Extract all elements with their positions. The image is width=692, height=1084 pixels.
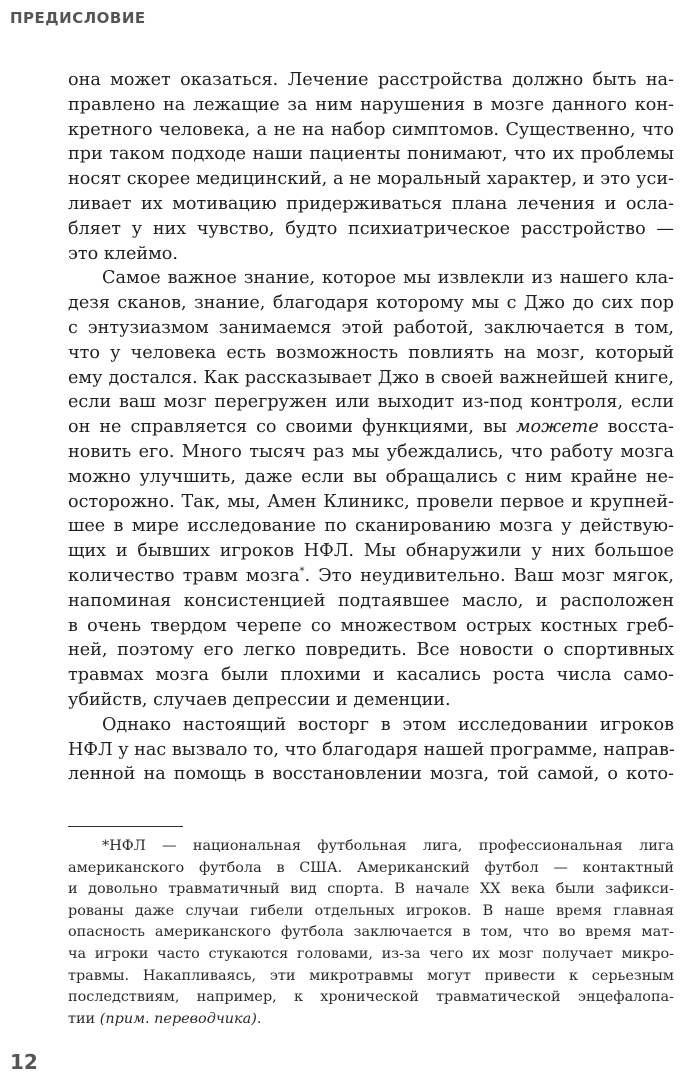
text-segment: он не справляется со своими функциями, вы	[68, 417, 516, 438]
emphasis-text: можете	[515, 417, 599, 438]
text-line: можно улучшить, даже если вы обращались с ним крайне не-	[68, 466, 674, 487]
text-line	[68, 564, 674, 589]
text-line	[68, 415, 674, 440]
footnote-line: травмы. Накапливаясь, эти микротравмы могут привести к серьезным	[68, 967, 674, 984]
text-line: правлено на лежащие за ним нарушения в мозге данного кон-	[68, 94, 674, 115]
footnote-divider	[68, 826, 183, 827]
text-line: НФЛ у нас вызвало то, что благодаря нашей программе, направ-	[68, 739, 675, 760]
footnote-line: американского футбола в США. Американский футбол — контактный	[68, 859, 674, 876]
text-line: щих и бывших игроков НФЛ. Мы обнаружили у них большое	[68, 541, 674, 562]
page-number: 12	[10, 1050, 38, 1074]
text-line: если ваш мозг перегружен или выходит из-под контроля, если	[68, 392, 674, 413]
text-line: осторожно. Так, мы, Амен Клиникс, провели первое и крупней-	[68, 491, 674, 512]
translator-note: (прим. переводчика)	[99, 1010, 257, 1027]
text-line: носят скорее медицинский, а не моральный характер, и это уси-	[68, 169, 674, 190]
main-text	[68, 68, 674, 787]
text-line: это клеймо.	[68, 243, 178, 264]
footnote-line: и довольно травматичный вид спорта. В начале XX века были зафикси-	[68, 881, 674, 898]
footnote-line	[68, 1009, 674, 1031]
paragraph-3	[68, 713, 674, 787]
footnote-line: опасность американского футбола заключается в том, что во время мат-	[68, 924, 674, 941]
text-line: кретного человека, а не на набор симптомов. Существенно, что	[68, 119, 674, 140]
text-segment: количество травм мозга	[68, 565, 300, 586]
text-line: травмах мозга были плохими и касались роста числа само-	[68, 665, 674, 686]
text-line: ней, поэтому его легко повредить. Все новости о спортивных	[68, 640, 674, 661]
text-segment: тии	[68, 1010, 100, 1027]
text-segment: восста-	[598, 417, 675, 438]
footnote-line: рованы даже случаи гибели отдельных игроков. В наше время главная	[68, 902, 674, 919]
running-head: ПРЕДИСЛОВИЕ	[10, 9, 146, 27]
text-line: Однако настоящий восторг в этом исследовании игроков	[102, 714, 674, 735]
text-line: она может оказаться. Лечение расстройства должно быть на-	[68, 70, 674, 90]
text-line: ливает их мотивацию придерживаться плана лечения и осла-	[68, 193, 674, 214]
text-line: что у человека есть возможность повлиять на мозг, который	[68, 342, 674, 363]
text-line: Самое важное знание, которое мы извлекли из нашего кла-	[102, 268, 674, 289]
text-line: при таком подходе наши пациенты понимают, что их проблемы	[68, 144, 674, 165]
footnote	[68, 836, 674, 1030]
text-line: в очень твердом черепе со множеством острых костных греб-	[68, 615, 674, 636]
text-line: шее в мире исследование по сканированию мозга у действую-	[68, 516, 674, 537]
footnote-line: *НФЛ — национальная футбольная лига, профессиональная лига	[102, 838, 674, 854]
text-line: ему достался. Как рассказывает Джо в своей важнейшей книге,	[68, 367, 674, 388]
text-line: новить его. Много тысяч раз мы убеждались, что работу мозга	[68, 441, 674, 462]
footnote-line: последствиям, например, к хронической травматической энцефалопа-	[68, 989, 674, 1006]
paragraph-2	[68, 266, 674, 712]
text-segment: .	[256, 1010, 262, 1027]
footnote-marker: *	[299, 566, 305, 578]
text-segment: . Это неудивительно. Ваш мозг мягок,	[304, 565, 674, 586]
text-line: бляет у них чувство, будто психиатрическое расстройство —	[68, 218, 674, 239]
text-line: дезя сканов, знание, благодаря которому мы с Джо до сих пор	[68, 293, 674, 314]
text-line: ленной на помощь в восстановлении мозга, той самой, о кото-	[68, 764, 674, 785]
text-line: с энтузиазмом занимаемся этой работой, заключается в том,	[68, 317, 674, 338]
paragraph-1	[68, 68, 674, 266]
text-line: убийств, случаев депрессии и деменции.	[68, 689, 451, 710]
text-line: напоминая консистенцией подтаявшее масло, и расположен	[68, 590, 674, 611]
footnote-line: ча игроки часто стукаются головами, из-за чего их мозг получает микро-	[68, 945, 674, 962]
